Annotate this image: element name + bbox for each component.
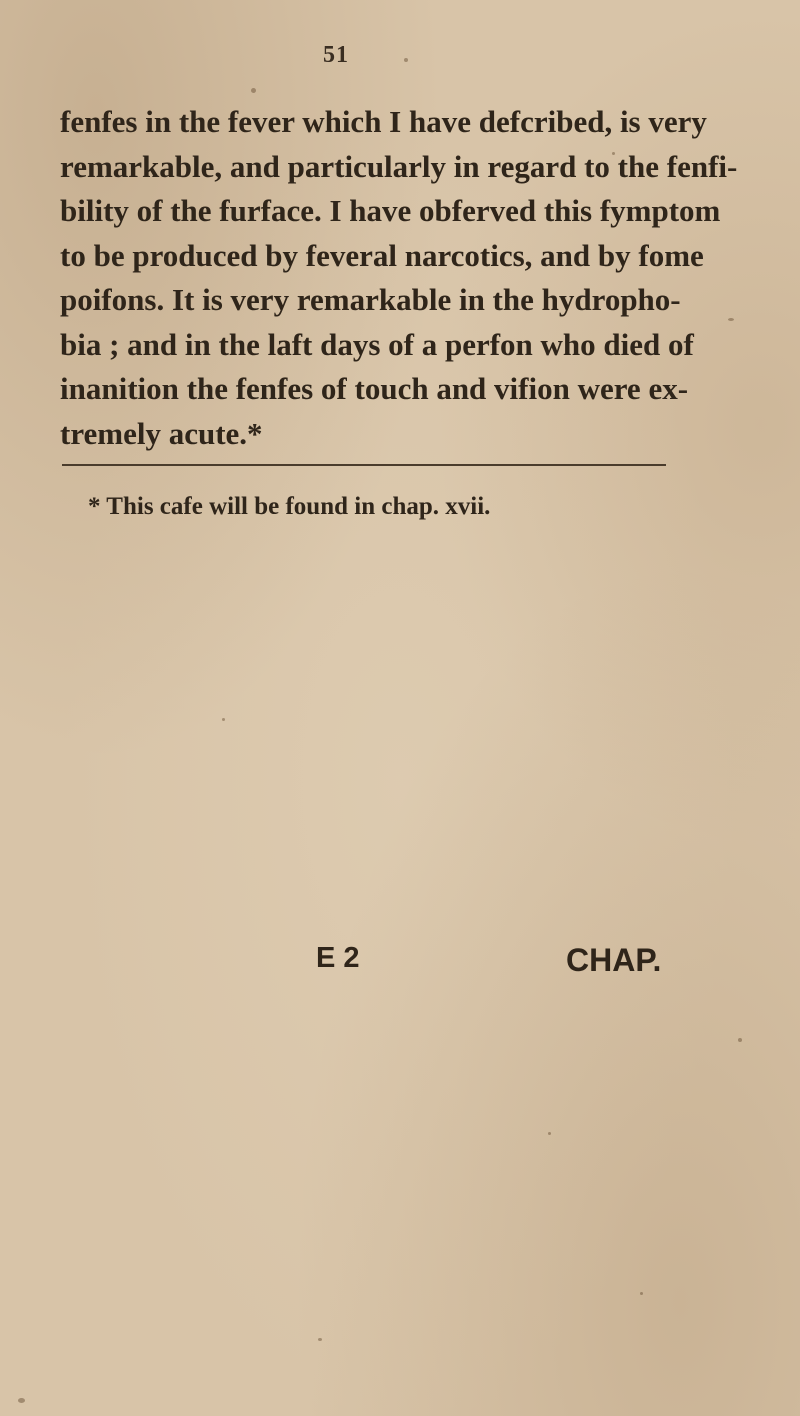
foxing-speck	[318, 1338, 322, 1341]
foxing-speck	[738, 1038, 742, 1042]
body-text	[40, 100, 790, 456]
body-line: poifons. It is very remarkable in the hydropho-	[60, 282, 681, 317]
foxing-speck	[18, 1398, 25, 1403]
body-line: fenfes in the fever which I have defcribed, is very	[60, 104, 707, 139]
body-line: bility of the furface. I have obferved this fymptom	[60, 193, 721, 228]
foxing-speck	[640, 1292, 643, 1295]
body-line: remarkable, and particularly in regard to the fenfi-	[60, 148, 738, 184]
signature-mark: E 2	[316, 942, 360, 974]
body-line: tremely acute.*	[60, 415, 263, 451]
body-line: inanition the fenfes of touch and vifion were ex-	[60, 371, 689, 406]
body-line: to be produced by feveral narcotics, and by fome	[60, 237, 704, 273]
catchword: CHAP.	[566, 942, 662, 978]
foxing-speck	[612, 152, 615, 155]
page-number: 51	[323, 42, 349, 68]
foxing-speck	[728, 318, 734, 321]
foxing-speck	[404, 58, 408, 62]
body-line: bia ; and in the laft days of a perfon who died of	[60, 326, 694, 362]
foxing-speck	[548, 1132, 551, 1135]
footnote-rule	[62, 464, 666, 466]
footnote: * This cafe will be found in chap. xvii.	[88, 493, 491, 520]
foxing-speck	[222, 718, 225, 721]
foxing-speck	[251, 88, 256, 93]
